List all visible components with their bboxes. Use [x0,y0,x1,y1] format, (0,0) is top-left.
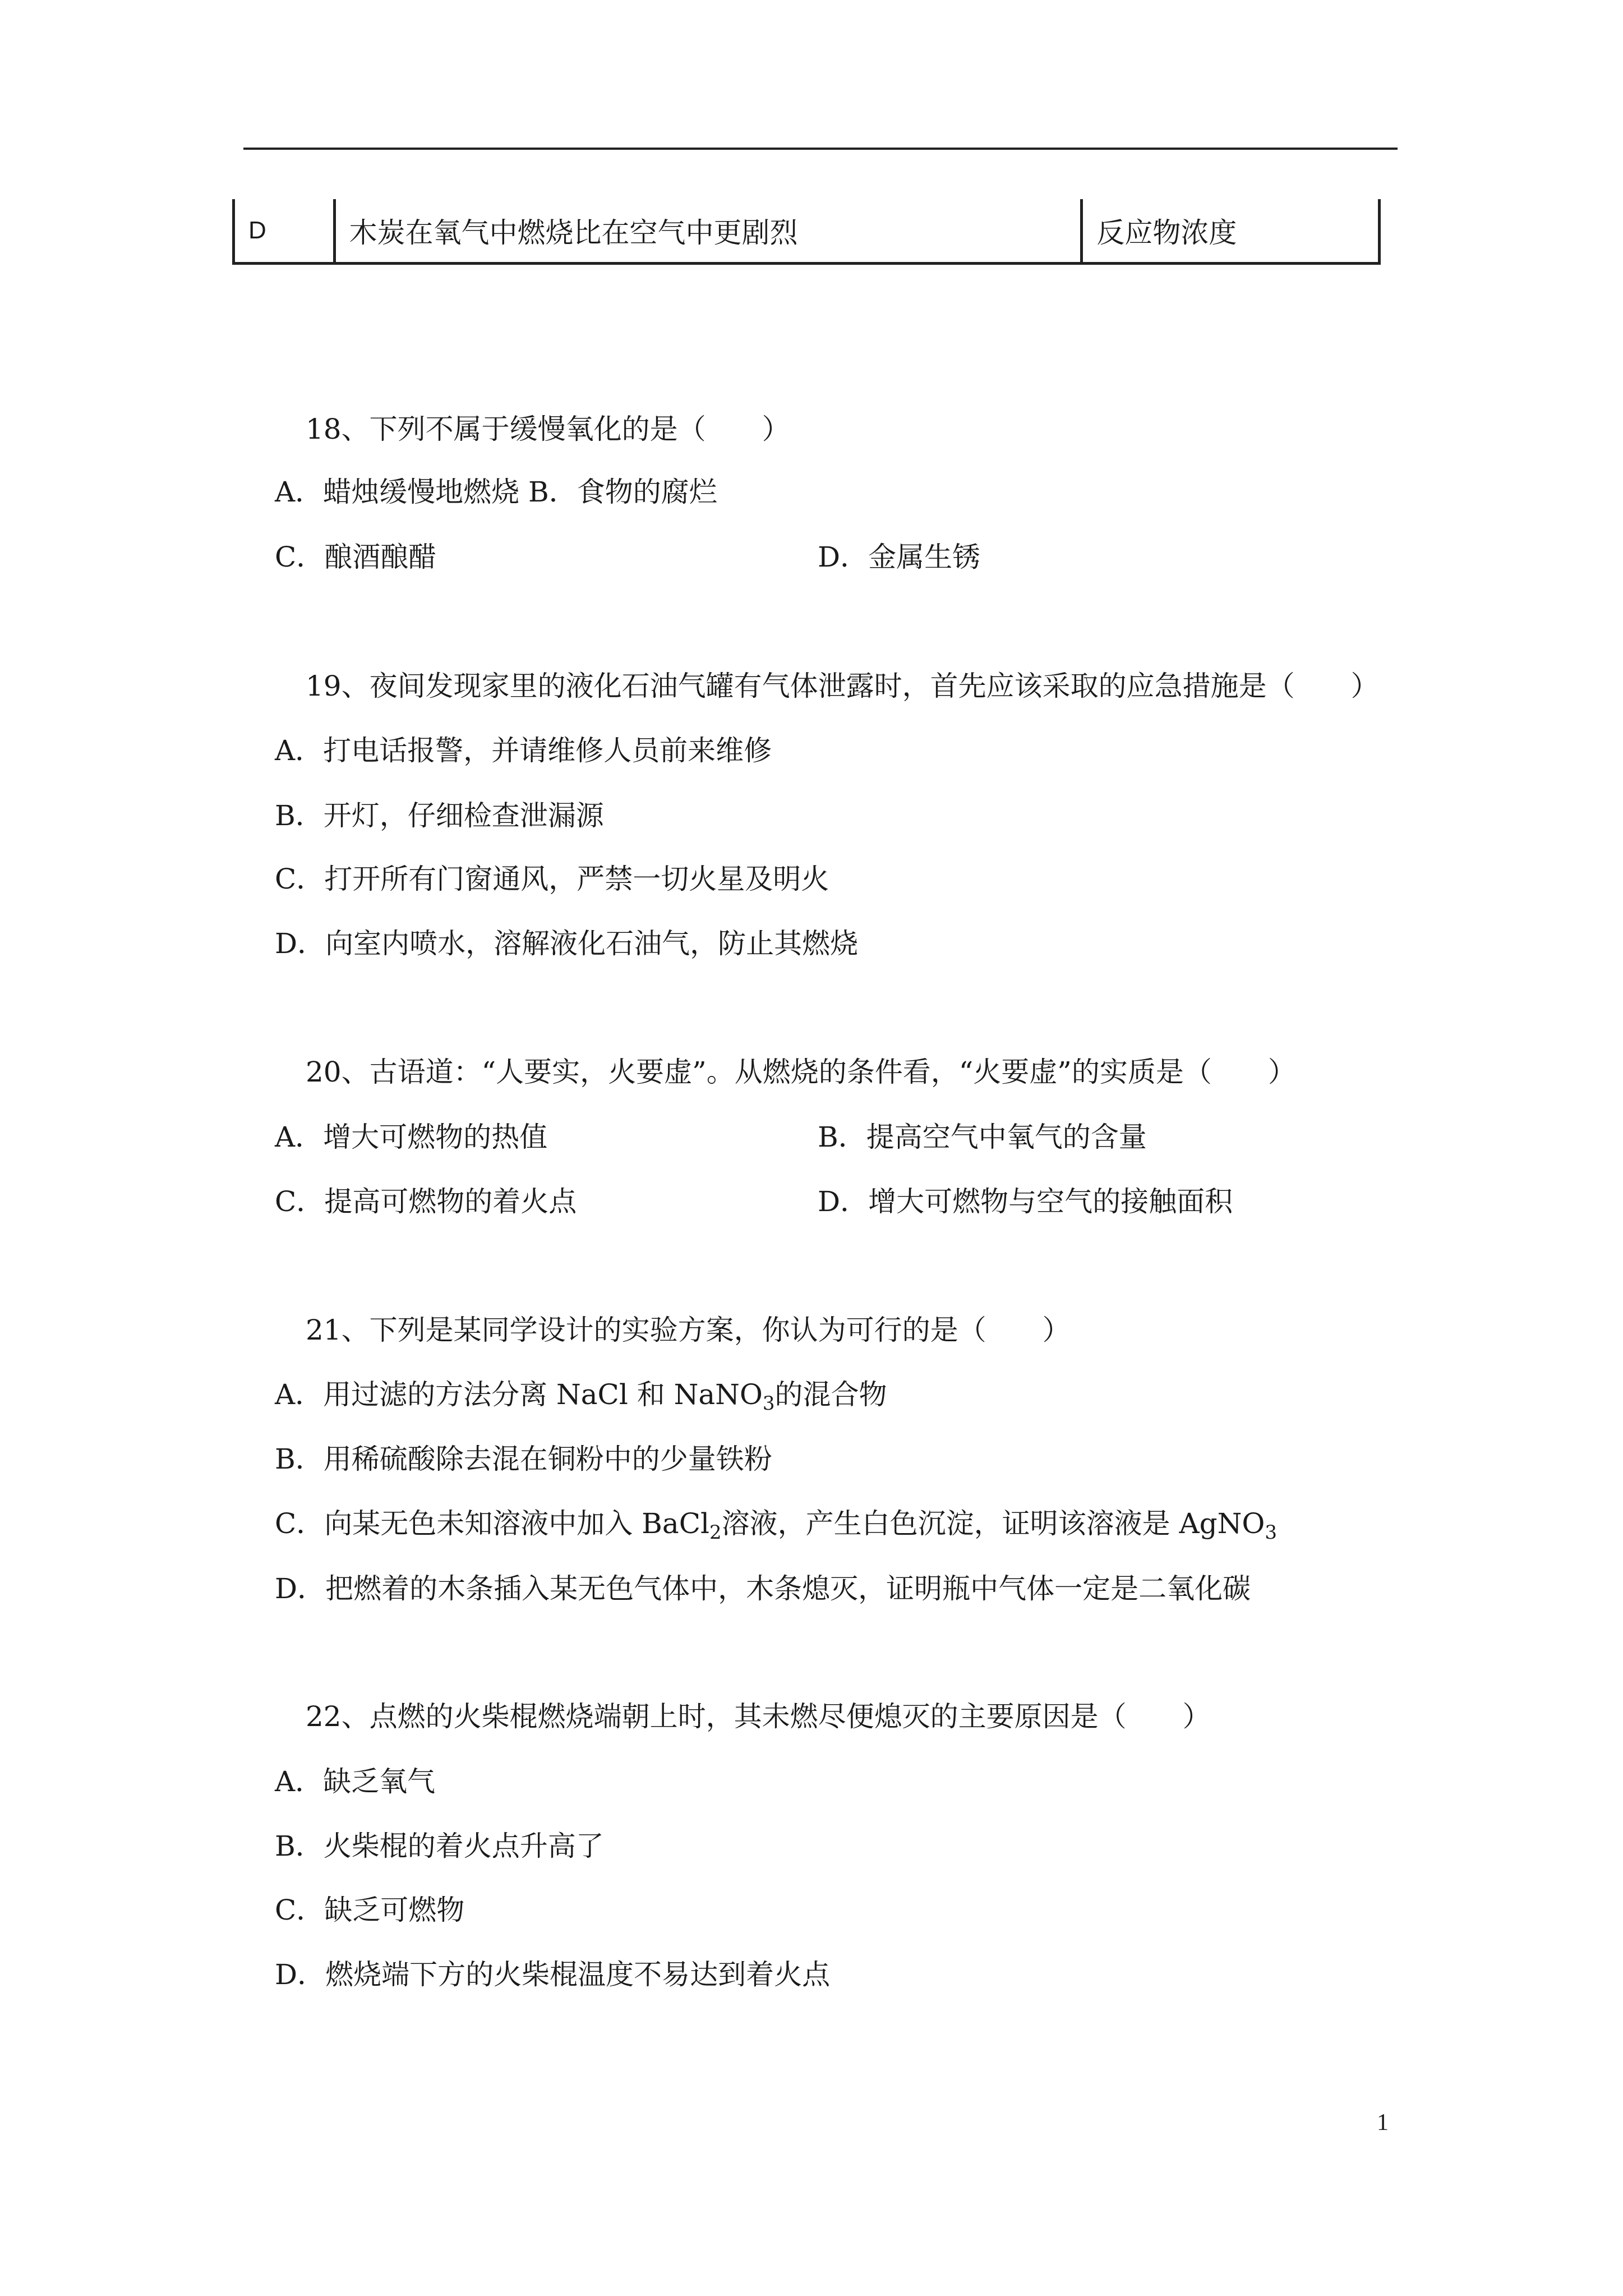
question-20-stem: 20、古语道：“人要实，火要虚”。从燃烧的条件看，“火要虚”的实质是（ ） [306,1056,1296,1088]
question-22-option-c: C．缺乏可燃物 [275,1894,465,1926]
question-21-option-d: D．把燃着的木条插入某无色气体中，木条熄灭，证明瓶中气体一定是二氧化碳 [275,1572,1251,1605]
question-21-option-a [275,1378,887,1415]
question-21-stem: 21、下列是某同学设计的实验方案，你认为可行的是（ ） [306,1314,1071,1346]
answer-table [232,199,1381,265]
page-number: 1 [1377,2110,1389,2136]
question-19-stem: 19、夜间发现家里的液化石油气罐有气体泄露时，首先应该采取的应急措施是（ ） [306,670,1379,702]
header-rule [243,148,1398,150]
question-19-option-b: B．开灯，仔细检查泄漏源 [275,799,604,832]
question-21-option-b: B．用稀硫酸除去混在铜粉中的少量铁粉 [275,1443,772,1475]
question-21-option-c [275,1507,1277,1544]
question-21-option-c-subscript-2: 3 [1265,1521,1277,1544]
question-20-option-a: A．增大可燃物的热值 [275,1121,548,1153]
question-21-option-c-text: C．向某无色未知溶液中加入 BaCl [275,1507,709,1540]
question-19-option-d: D．向室内喷水，溶解液化石油气，防止其燃烧 [275,927,859,960]
question-19-option-a: A．打电话报警，并请维修人员前来维修 [275,734,772,767]
question-19-option-c: C．打开所有门窗通风，严禁一切火星及明火 [275,863,829,895]
question-21-option-a-subscript: 3 [762,1392,775,1415]
question-21-option-c-subscript: 2 [709,1521,722,1544]
question-21-option-a-text: A．用过滤的方法分离 NaCl 和 NaNO [275,1378,763,1411]
question-20-option-b: B．提高空气中氧气的含量 [818,1121,1147,1153]
question-20-option-c: C．提高可燃物的着火点 [275,1185,577,1218]
question-21-option-c-middle: 溶液，产生白色沉淀，证明该溶液是 AgNO [721,1507,1265,1540]
question-22-option-b: B．火柴棍的着火点升高了 [275,1830,604,1862]
question-22-stem: 22、点燃的火柴棍燃烧端朝上时，其未燃尽便熄灭的主要原因是（ ） [306,1700,1211,1733]
question-18-option-c: C．酿酒酿醋 [275,541,437,573]
question-22-option-a: A．缺乏氧气 [275,1765,436,1798]
question-18-stem: 18、下列不属于缓慢氧化的是（ ） [306,413,790,445]
question-20-option-d: D．增大可燃物与空气的接触面积 [818,1185,1233,1218]
question-21-option-a-tail: 的混合物 [774,1378,887,1411]
question-18-option-d: D．金属生锈 [818,541,981,573]
row-text: 木炭在氧气中燃烧比在空气中更剧烈 [334,199,1082,264]
table-row [234,199,1380,264]
row-factor: 反应物浓度 [1082,199,1380,264]
row-label: D [234,199,335,264]
question-18-option-ab: A．蜡烛缓慢地燃烧 B．食物的腐烂 [275,476,717,508]
question-22-option-d: D．燃烧端下方的火柴棍温度不易达到着火点 [275,1958,831,1991]
